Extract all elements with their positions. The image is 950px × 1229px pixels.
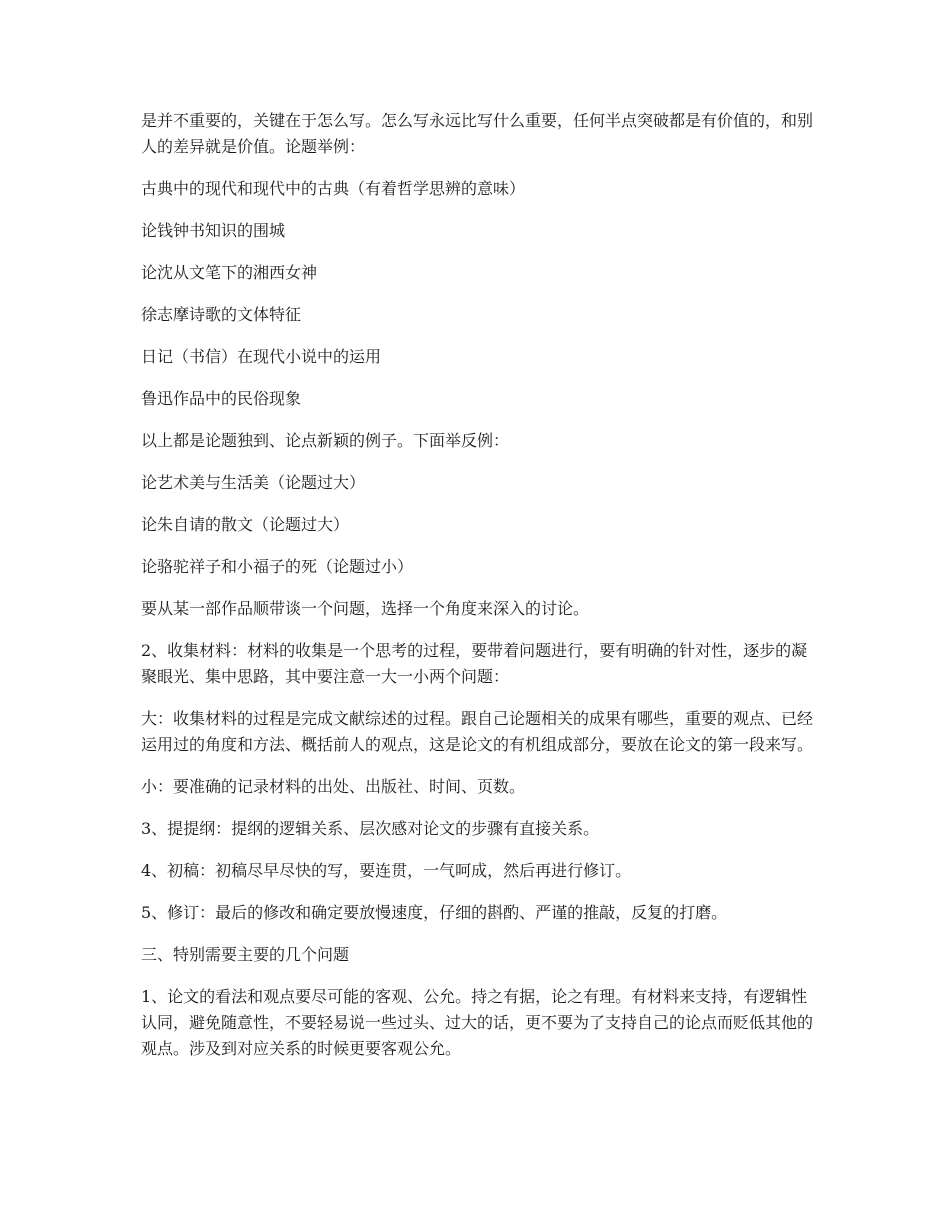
paragraph-5: 徐志摩诗歌的文体特征 (141, 305, 302, 324)
document-body (141, 108, 813, 1078)
paragraph-20: 1、论文的看法和观点要尽可能的客观、公允。持之有据，论之有理。有材料来支持，有逻辑性认同，避免随意性，不要轻易说一些过头、过大的话，更不要为了支持自己的论点而贬低其他的观点。涉及到对应关系的时候更要客观公允。 (141, 987, 814, 1058)
paragraph-10: 论朱自请的散文（论题过大） (141, 515, 350, 534)
paragraph-15: 小：要准确的记录材料的出处、出版社、时间、页数。 (141, 777, 526, 796)
paragraph-17: 4、初稿：初稿尽早尽快的写，要连贯，一气呵成，然后再进行修订。 (141, 861, 632, 880)
paragraph-3: 论钱钟书知识的围城 (141, 221, 286, 240)
paragraph-11: 论骆驼祥子和小福子的死（论题过小） (141, 557, 414, 576)
paragraph-18: 5、修订：最后的修改和确定要放慢速度，仔细的斟酌、严谨的推敲，反复的打磨。 (141, 903, 728, 922)
paragraph-12: 要从某一部作品顺带谈一个问题，选择一个角度来深入的讨论。 (141, 599, 590, 618)
paragraph-9: 论艺术美与生活美（论题过大） (141, 473, 366, 492)
paragraph-1: 是并不重要的，关键在于怎么写。怎么写永远比写什么重要，任何半点突破都是有价值的，和别人的差异就是价值。论题举例： (141, 111, 814, 156)
paragraph-13: 2、收集材料：材料的收集是一个思考的过程，要带着问题进行，要有明确的针对性，逐步的凝聚眼光、集中思路，其中要注意一大一小两个问题： (141, 641, 808, 686)
paragraph-7: 鲁迅作品中的民俗现象 (141, 389, 302, 408)
paragraph-8: 以上都是论题独到、论点新颖的例子。下面举反例： (141, 431, 510, 450)
paragraph-14: 大：收集材料的过程是完成文献综述的过程。跟自己论题相关的成果有哪些，重要的观点、已经运用过的角度和方法、概括前人的观点，这是论文的有机组成部分，要放在论文的第一段来写。 (141, 709, 814, 754)
paragraph-19: 三、特别需要主要的几个问题 (141, 945, 350, 964)
paragraph-2: 古典中的现代和现代中的古典（有着哲学思辨的意味） (141, 179, 526, 198)
paragraph-16: 3、提提纲：提纲的逻辑关系、层次感对论文的步骤有直接关系。 (141, 819, 600, 838)
paragraph-4: 论沈从文笔下的湘西女神 (141, 263, 318, 282)
paragraph-6: 日记（书信）在现代小说中的运用 (141, 347, 382, 366)
